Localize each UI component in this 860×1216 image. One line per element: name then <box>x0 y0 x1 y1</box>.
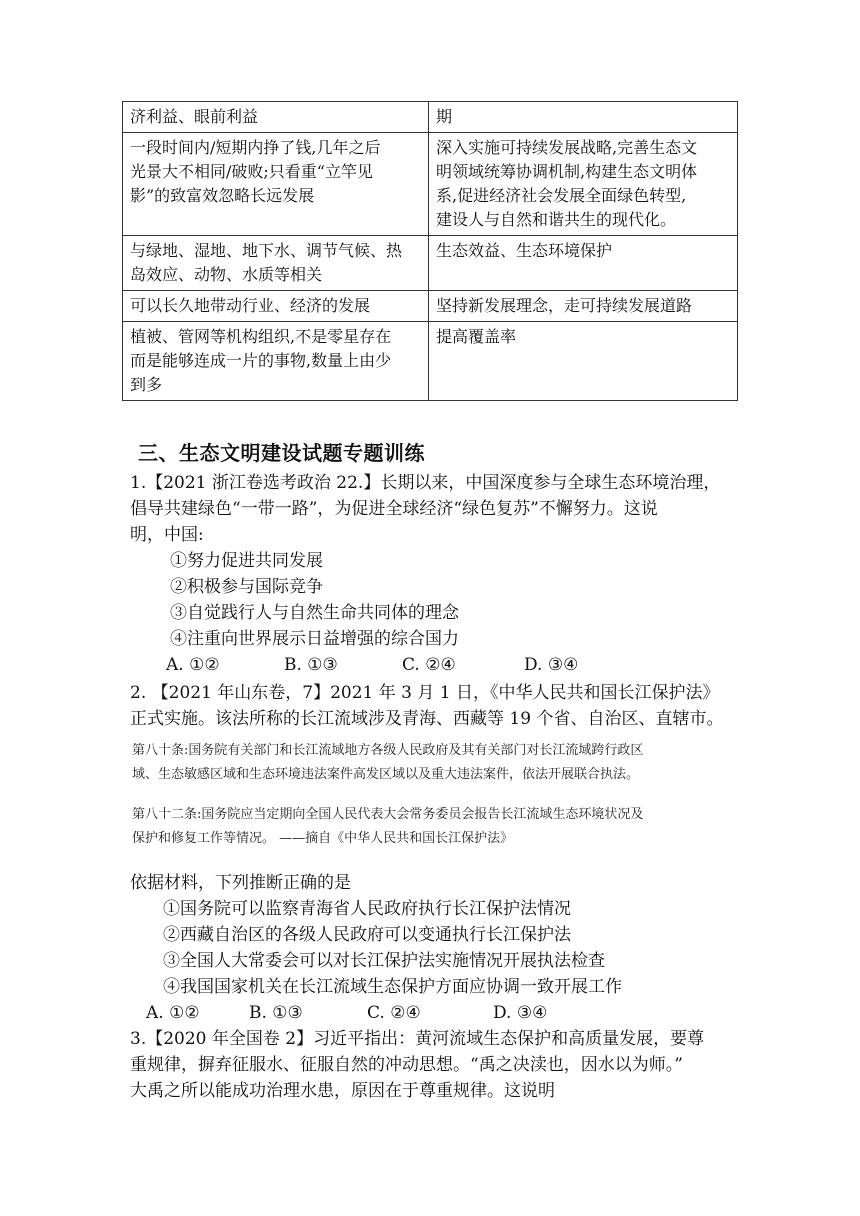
q2-stem: 依据材料，下列推断正确的是 <box>130 873 351 893</box>
table-cell <box>429 133 738 236</box>
section-heading: 三、生态文明建设试题专题训练 <box>138 441 425 465</box>
option-b: B. ①③ <box>249 1003 303 1023</box>
option-d: D. ③④ <box>524 655 579 675</box>
table-cell <box>429 291 738 322</box>
cell-line: 与绿地、湿地、地下水、调节气候、热 <box>130 241 403 260</box>
material-line: 第八十二条:国务院应当定期向全国人民代表大会常务委员会报告长江流域生态环境状况及 <box>132 807 644 822</box>
table-row <box>123 102 738 133</box>
q3-line: 3.【2020 年全国卷 2】习近平指出：黄河流域生态保护和高质量发展，要尊 <box>130 1029 705 1049</box>
option-a: A. ①② <box>166 655 220 675</box>
option-c: C. ②④ <box>402 655 456 675</box>
q3-line: 重规律，摒弃征服水、征服自然的冲动思想。“禹之决渎也，因水以为师。” <box>130 1055 683 1075</box>
option-d: D. ③④ <box>493 1003 548 1023</box>
table-cell <box>429 102 738 133</box>
q1-line: 倡导共建绿色“一带一路”，为促进全球经济“绿色复苏”不懈努力。这说 <box>130 499 658 519</box>
cell-line: 到多 <box>130 375 163 394</box>
table-cell <box>123 102 429 133</box>
table-cell <box>123 322 429 401</box>
cell-line: 生态效益、生态环境保护 <box>436 241 613 260</box>
cell-line: 坚持新发展理念，走可持续发展道路 <box>436 296 693 315</box>
cell-line: 岛效应、动物、水质等相关 <box>130 265 323 284</box>
table-cell <box>123 133 429 236</box>
cell-line: 一段时间内/短期内挣了钱,几年之后 <box>130 138 381 157</box>
cell-line: 光景大不相同/破败;只看重“立竿见 <box>130 162 373 181</box>
cell-line: 期 <box>436 107 453 126</box>
cell-line: 明领域统筹协调机制,构建生态文明体 <box>436 162 698 181</box>
q1-choice-item: ①努力促进共同发展 <box>170 551 323 571</box>
material-line: 第八十条:国务院有关部门和长江流域地方各级人民政府及其有关部门对长江流域跨行政区 <box>132 743 644 758</box>
q2-options <box>146 1000 547 1026</box>
table-cell <box>123 236 429 291</box>
q2-choice-item: ②西藏自治区的各级人民政府可以变通执行长江保护法 <box>163 925 571 945</box>
q1-choice-item: ③自觉践行人与自然生命共同体的理念 <box>170 603 459 623</box>
option-a: A. ①② <box>146 1003 200 1023</box>
q3-line: 大禹之所以能成功治理水患，原因在于尊重规律。这说明 <box>130 1081 555 1101</box>
cell-line: 深入实施可持续发展战略,完善生态文 <box>436 138 698 157</box>
cell-line: 济利益、眼前利益 <box>130 107 259 126</box>
q1-line: 明，中国: <box>130 525 204 545</box>
q2-choice-item: ①国务院可以监察青海省人民政府执行长江保护法情况 <box>163 899 571 919</box>
table-row <box>123 291 738 322</box>
q2-line: 2. 【2021 年山东卷，7】2021 年 3 月 1 日，《中华人民共和国长江保护法》 <box>130 683 720 703</box>
q1-choice-item: ②积极参与国际竞争 <box>170 577 323 597</box>
cell-line: 影”的致富效忽略长远发展 <box>130 186 315 205</box>
q1-line: 1.【2021 浙江卷选考政治 22.】长期以来，中国深度参与全球生态环境治理， <box>130 473 721 493</box>
q1-choice-item: ④注重向世界展示日益增强的综合国力 <box>170 629 459 649</box>
table-row <box>123 133 738 236</box>
q1-options <box>166 652 578 678</box>
table-row <box>123 322 738 401</box>
q2-line: 正式实施。该法所称的长江流域涉及青海、西藏等 19 个省、自治区、直辖市。 <box>130 709 724 729</box>
table-row <box>123 236 738 291</box>
cell-line: 而是能够连成一片的事物,数量上由少 <box>130 351 392 370</box>
material-line: 保护和修复工作等情况。 ——摘自《中华人民共和国长江保护法》 <box>132 831 514 846</box>
table-cell <box>429 236 738 291</box>
option-c: C. ②④ <box>367 1003 421 1023</box>
cell-line: 植被、管网等机构组织,不是零星存在 <box>130 327 392 346</box>
table-cell <box>123 291 429 322</box>
option-b: B. ①③ <box>284 655 338 675</box>
cell-line: 提高覆盖率 <box>436 327 517 346</box>
cell-line: 系,促进经济社会发展全面绿色转型, <box>436 186 687 205</box>
material-line: 域、生态敏感区域和生态环境违法案件高发区域以及重大违法案件，依法开展联合执法。 <box>132 767 640 782</box>
cell-line: 建设人与自然和谐共生的现代化。 <box>436 210 677 229</box>
table-cell <box>429 322 738 401</box>
q2-choice-item: ③全国人大常委会可以对长江保护法实施情况开展执法检查 <box>163 951 605 971</box>
comparison-table <box>122 101 738 401</box>
q2-choice-item: ④我国国家机关在长江流域生态保护方面应协调一致开展工作 <box>163 977 622 997</box>
cell-line: 可以长久地带动行业、经济的发展 <box>130 296 371 315</box>
